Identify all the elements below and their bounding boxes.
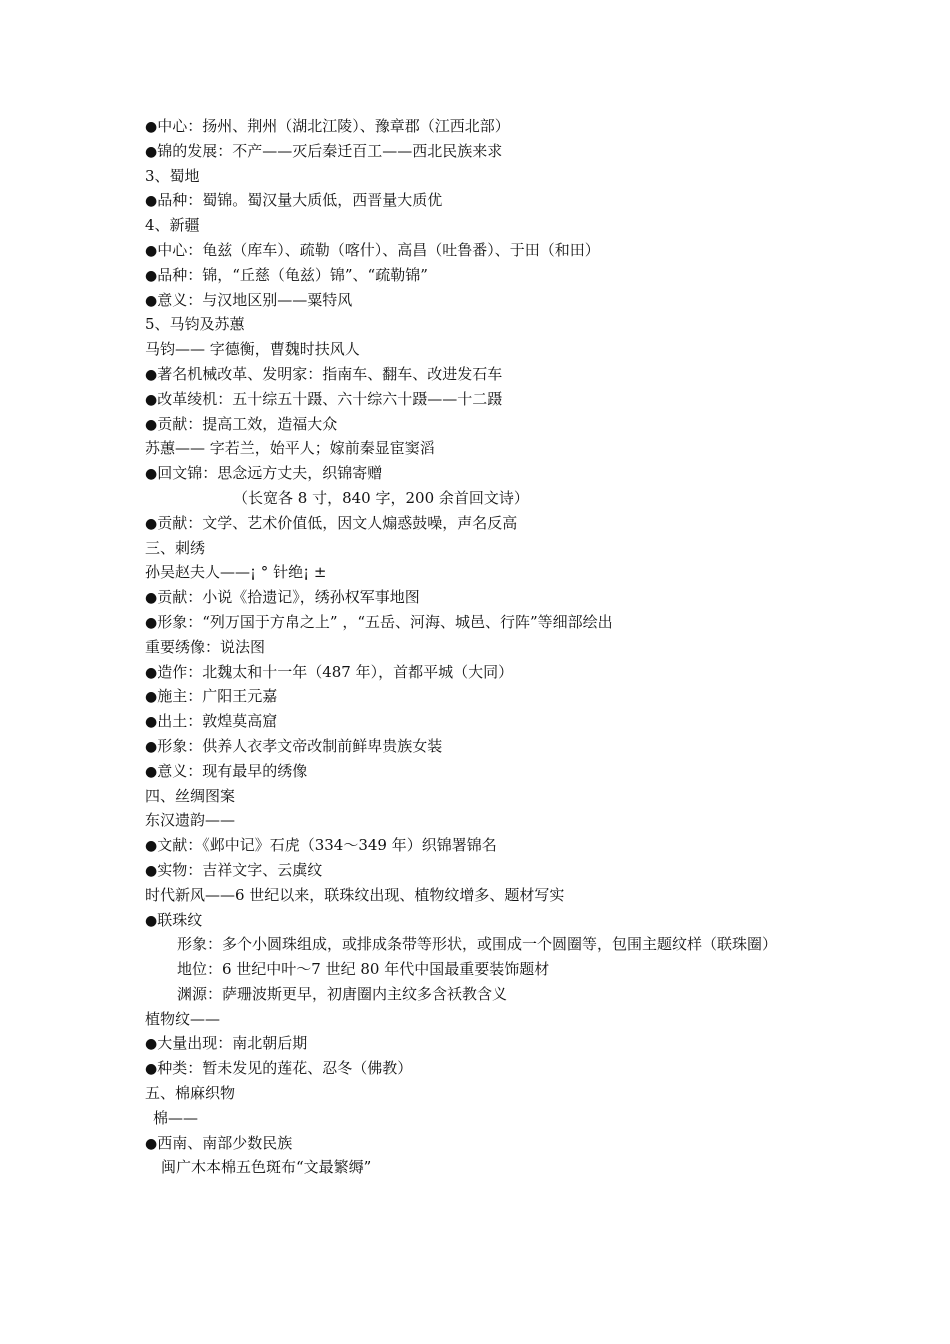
bullet-icon: ● [145, 1135, 158, 1152]
bullet-icon: ● [145, 614, 158, 631]
document-body [145, 114, 825, 1180]
line-text: 中心：扬州、荆州（湖北江陵）、豫章郡（江西北部） [157, 117, 510, 135]
bullet-line [145, 858, 825, 883]
line-text: 回文锦：思念远方丈夫，织锦寄赠 [157, 464, 383, 483]
text-line: 东汉遗韵—— [145, 811, 236, 830]
line-text: 施主：广阳王元嘉 [157, 687, 278, 706]
line-text: 贡献：文学、艺术价值低，因文人煽惑鼓噪，声名反高 [157, 513, 518, 532]
bullet-icon: ● [145, 590, 158, 607]
section-heading: 4、新疆 [145, 216, 200, 235]
text-line: 棉—— [153, 1108, 199, 1127]
line-text: 意义：现有最早的绣像 [157, 761, 308, 780]
bullet-line [145, 387, 825, 412]
text-line: 渊源：萨珊波斯更早，初唐圈内主纹多含袄教含义 [177, 984, 508, 1003]
bullet-icon: ● [145, 763, 158, 780]
bullet-line [145, 1031, 825, 1056]
bullet-line [145, 908, 825, 933]
bullet-icon: ● [145, 416, 158, 433]
bullet-icon: ● [145, 292, 158, 309]
line-text: 出土：敦煌莫高窟 [157, 712, 278, 731]
bullet-icon: ● [145, 515, 158, 532]
section-heading: 三、刺绣 [145, 538, 206, 557]
bullet-icon: ● [145, 1036, 158, 1053]
text-line: 重要绣像：说法图 [145, 637, 266, 656]
section-heading: 五、棉麻织物 [145, 1084, 236, 1103]
line-text: 形象：“列万国于方帛之上” ，“五岳、河海、城邑、行阵”等细部绘出 [157, 612, 613, 631]
line-text: 贡献：小说《拾遗记》，绣孙权军事地图 [157, 588, 420, 607]
bullet-line [145, 511, 825, 536]
bullet-line [145, 759, 825, 784]
bullet-line [145, 263, 825, 288]
line-text: 大量出现：南北朝后期 [157, 1034, 308, 1053]
bullet-icon: ● [145, 466, 158, 483]
bullet-icon: ● [145, 267, 158, 284]
bullet-line [145, 1056, 825, 1081]
line-text: 著名机械改革、发明家：指南车、翻车、改进发石车 [157, 364, 503, 383]
bullet-icon: ● [145, 838, 158, 855]
text-line: 马钧—— 字德衡，曹魏时扶风人 [145, 340, 360, 359]
line-text: 贡献：提高工效，造福大众 [157, 414, 338, 433]
line-text: 西南、南部少数民族 [157, 1133, 293, 1152]
bullet-icon: ● [145, 738, 158, 755]
text-line: 植物纹—— [145, 1009, 221, 1028]
line-text: 联珠纹 [157, 910, 203, 929]
bullet-line [145, 114, 825, 139]
bullet-line [145, 139, 825, 164]
bullet-line [145, 1131, 825, 1156]
bullet-line [145, 362, 825, 387]
bullet-line [145, 684, 825, 709]
line-text: 意义：与汉地区别——粟特风 [157, 290, 353, 309]
line-text: 形象：供养人衣孝文帝改制前鲜卑贵族女装 [157, 736, 443, 755]
text-line: 苏蕙—— 字若兰，始平人；嫁前秦显宦窦滔 [145, 439, 435, 458]
section-heading: 5、马钧及苏蕙 [145, 315, 245, 334]
line-text: 中心：龟兹（库车）、疏勒（喀什）、高昌（吐鲁番）、于田（和田） [157, 240, 600, 259]
bullet-icon: ● [145, 143, 158, 160]
bullet-line [145, 288, 825, 313]
bullet-icon: ● [145, 242, 158, 259]
line-text: 品种：锦，“丘慈（龟兹）锦”、“疏勒锦” [157, 265, 428, 284]
line-text: 改革绫机：五十综五十蹑、六十综六十蹑——十二蹑 [157, 389, 503, 408]
text-line: 地位：6 世纪中叶～7 世纪 80 年代中国最重要装饰题材 [177, 960, 550, 979]
text-line: （长宽各 8 寸，840 字，200 余首回文诗） [233, 488, 529, 507]
line-text: 实物：吉祥文字、云虡纹 [157, 860, 323, 879]
line-text: 品种：蜀锦。蜀汉量大质低，西晋量大质优 [157, 191, 443, 210]
bullet-icon: ● [145, 391, 158, 408]
bullet-icon: ● [145, 862, 158, 879]
section-heading: 3、蜀地 [145, 166, 200, 185]
bullet-line [145, 461, 825, 486]
bullet-icon: ● [145, 193, 158, 210]
line-text: 文献：《邺中记》石虎（334～349 年）织锦署锦名 [157, 836, 497, 855]
bullet-icon: ● [145, 366, 158, 383]
text-line: 闽广木本棉五色斑布“文最繁缛” [161, 1158, 372, 1177]
bullet-line [145, 188, 825, 213]
bullet-icon: ● [145, 664, 158, 681]
bullet-line [145, 734, 825, 759]
bullet-icon: ● [145, 689, 158, 706]
bullet-line [145, 412, 825, 437]
bullet-line [145, 585, 825, 610]
text-line: 孙吴赵夫人——¡ ° 针绝¡ ± [145, 563, 327, 582]
bullet-line [145, 238, 825, 263]
wrapped-text-line: 形象：多个小圆珠组成，或排成条带等形状，或围成一个圆圈等，包围主题纹样（联珠圈） [177, 935, 778, 954]
bullet-icon: ● [145, 714, 158, 731]
bullet-icon: ● [145, 1061, 158, 1078]
bullet-icon: ● [145, 912, 158, 929]
bullet-line [145, 610, 825, 635]
bullet-line [145, 833, 825, 858]
bullet-icon: ● [145, 119, 158, 135]
bullet-line [145, 660, 825, 685]
line-text: 锦的发展：不产——灭后秦迁百工——西北民族来求 [157, 141, 503, 160]
section-heading: 四、丝绸图案 [145, 786, 236, 805]
line-text: 造作：北魏太和十一年（487 年），首都平城（大同） [157, 662, 514, 681]
line-text: 种类：暂未发见的莲花、忍冬（佛教） [157, 1059, 413, 1078]
text-line: 时代新风——6 世纪以来，联珠纹出现、植物纹增多、题材写实 [145, 885, 565, 904]
bullet-line [145, 709, 825, 734]
